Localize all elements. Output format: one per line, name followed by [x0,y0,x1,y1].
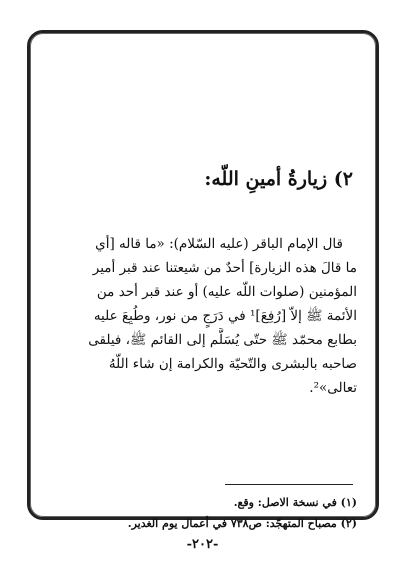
body-line: قال الإمام الباقر (عليه السّلام): «ما قاله [أي [95,236,343,252]
section-heading: ٢) زيارةُ أمينِ اللّه: [204,168,353,190]
body-line: تعالى»². [309,380,357,396]
body-line: الأئمة ﷺ إلاّ [رُفِعَ]¹ في دَرَجٍ من نور، وطُبِعَ عليه [93,308,357,324]
body-line: المؤمنين (صلوات اللّه عليه) أو عند قبر أحد من [96,284,357,300]
body-paragraph [46,232,357,400]
body-line: بطابع محمّد ﷺ حتّى يُسَلَّم إلى القائم ﷺ، فيلقى [88,332,357,348]
body-line: صاحبه بالبشرى والتّحيّة والكرامة إن شاء اللّهُ [108,356,357,372]
body-line: ما قالَ هذه الزيارة] أحدٌ من شيعتنا عند قبر أمير [92,260,357,276]
footnote-divider [225,484,353,485]
footnote: (١) في نسخة الاصل: وقع. [233,496,357,509]
footnote: (٢) مصباح المتهجّد: ص٧٣٨ في أعمال يوم الغدير. [127,517,357,530]
page-content [46,32,357,530]
page-number: -٢٠٢- [186,537,219,552]
footnotes [46,492,357,534]
